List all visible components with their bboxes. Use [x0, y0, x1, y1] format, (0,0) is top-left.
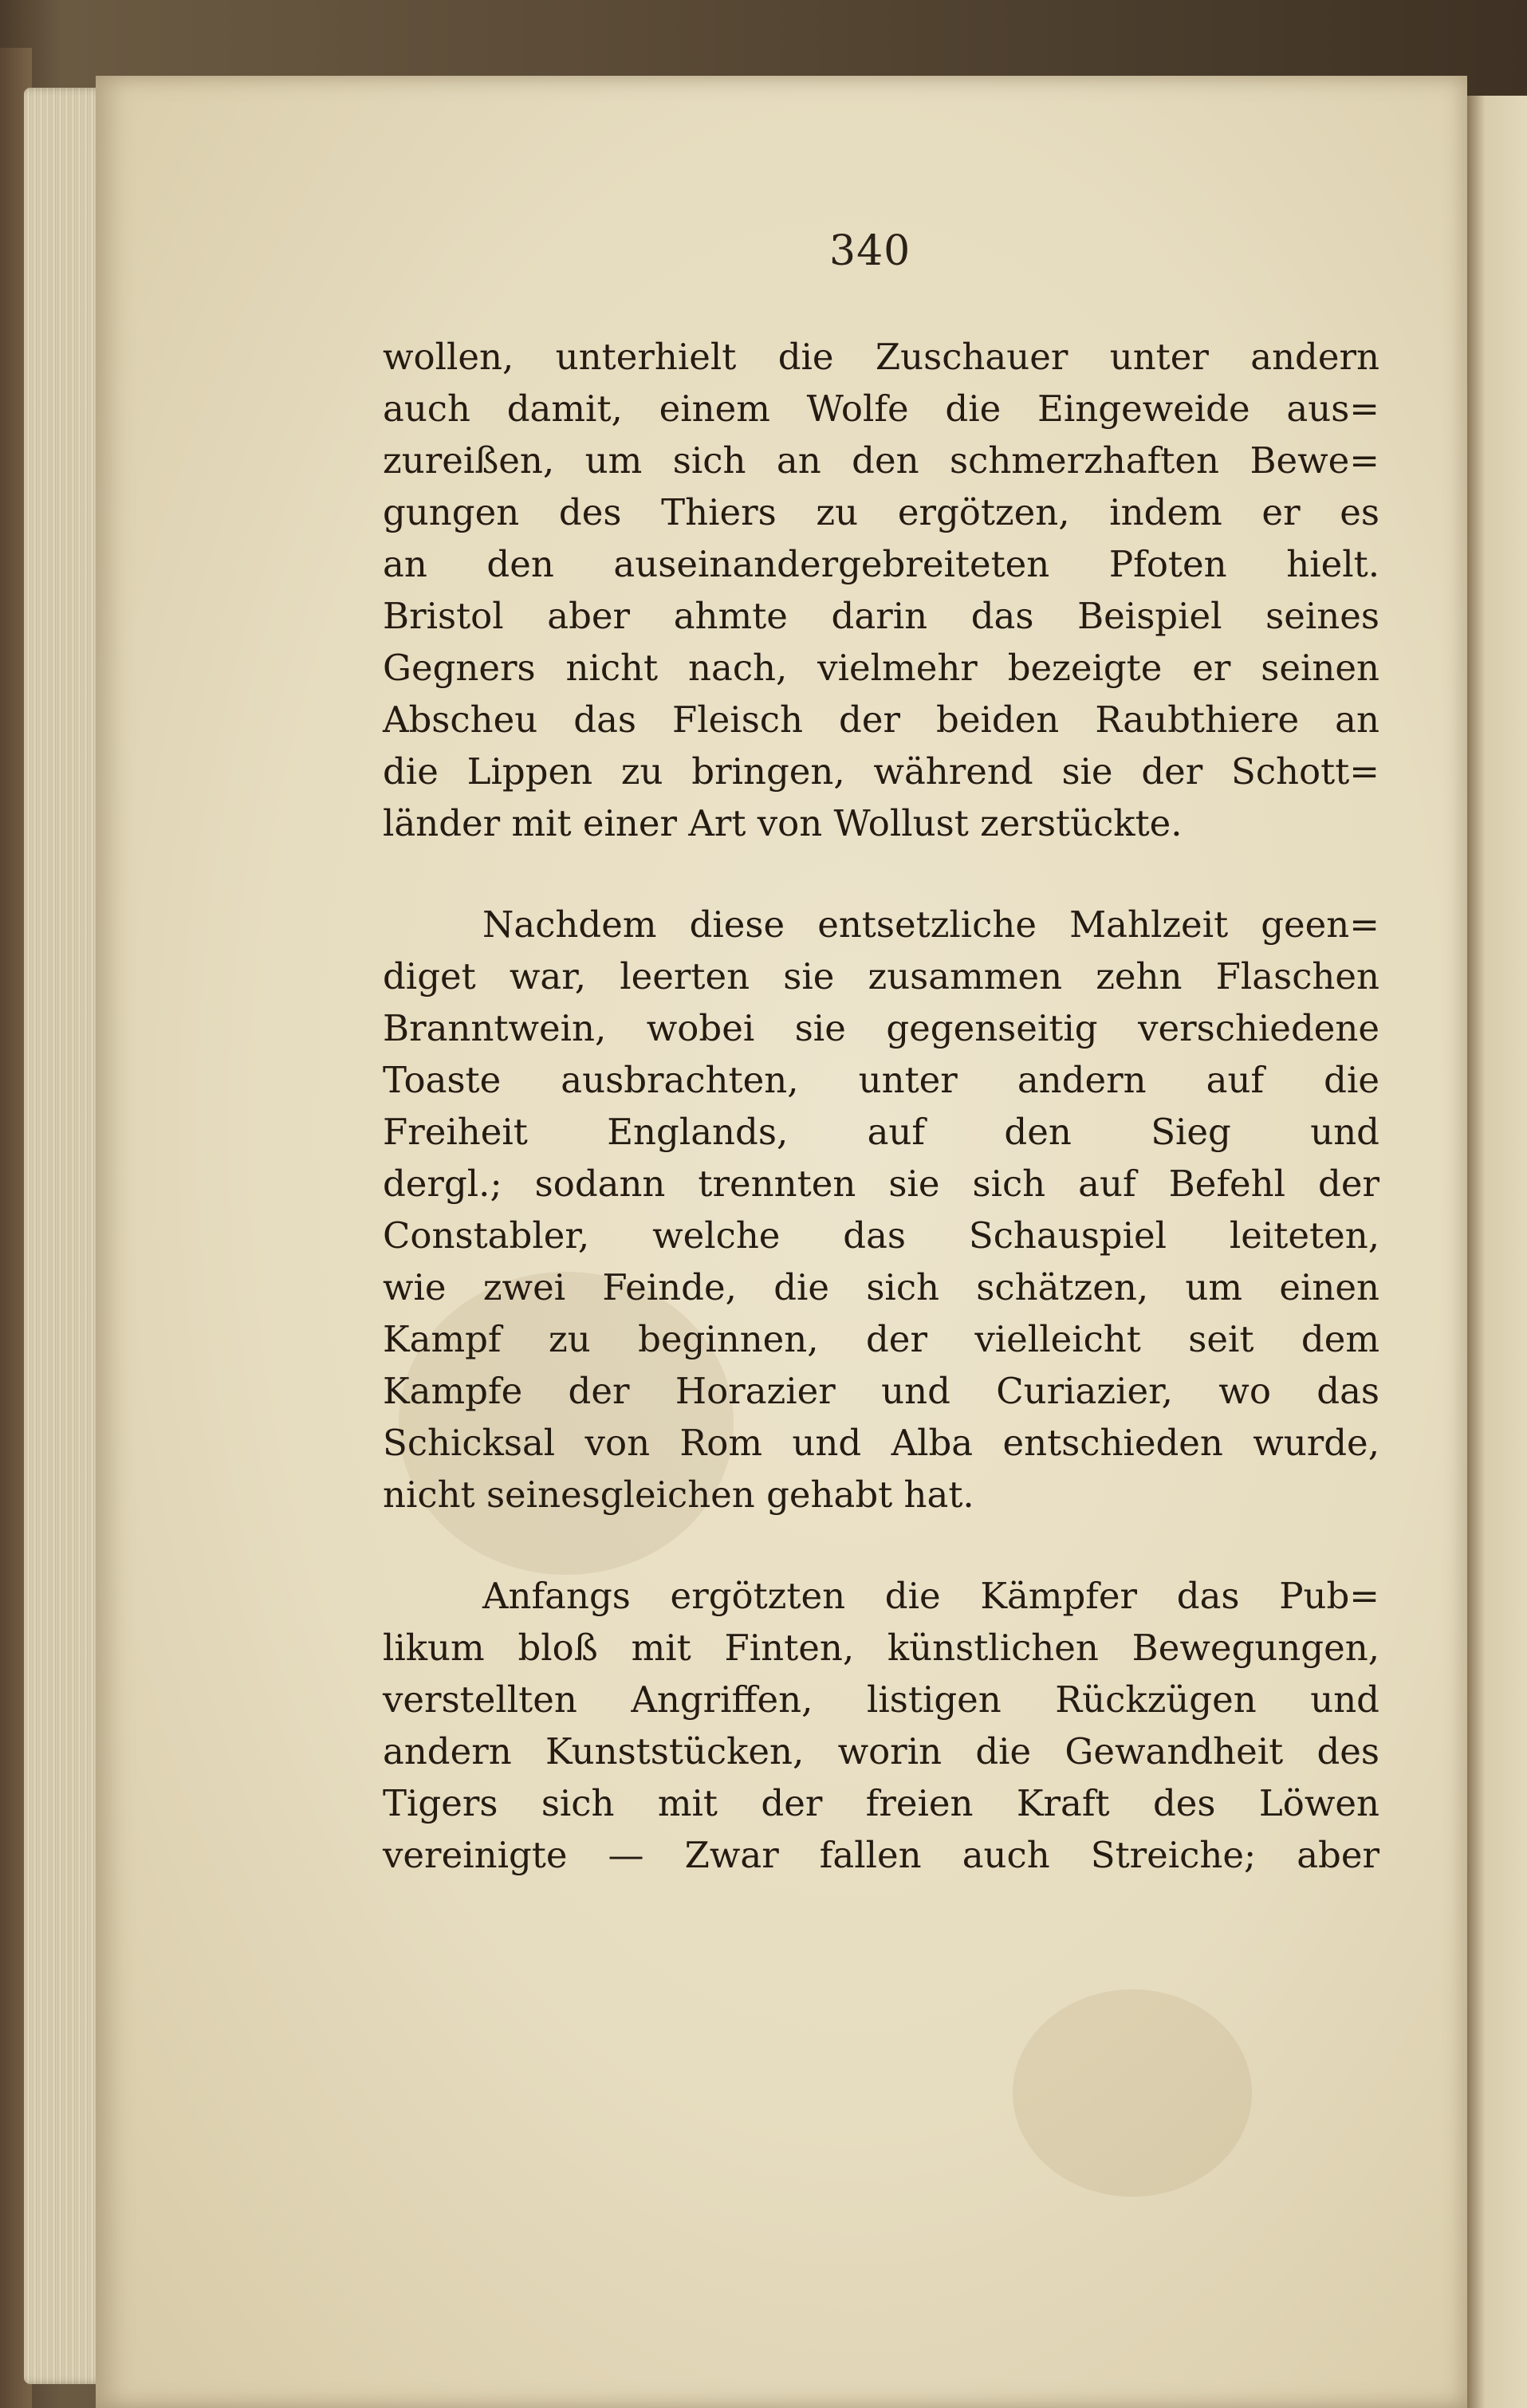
text-line: länder mit einer Art von Wollust zerstückte. — [383, 802, 1183, 844]
text-line: an den auseinandergebreiteten Pfoten hielt. — [383, 543, 1379, 585]
text-line: Gegners nicht nach, vielmehr bezeigte er seinen — [383, 647, 1379, 689]
text-line: die Lippen zu bringen, während sie der Schott= — [383, 750, 1379, 793]
paper-stain — [1013, 1989, 1252, 2197]
text-line: Tigers sich mit der freien Kraft des Löwen — [383, 1782, 1379, 1824]
paragraph — [383, 1570, 1379, 1881]
text-line: Kampfe der Horazier und Curiazier, wo das — [383, 1370, 1379, 1412]
paragraph — [383, 899, 1379, 1521]
text-line: Bristol aber ahmte darin das Beispiel seines — [383, 595, 1379, 637]
text-line: nicht seinesgleichen gehabt hat. — [383, 1474, 974, 1516]
text-line: auch damit, einem Wolfe die Eingeweide aus= — [383, 388, 1379, 430]
text-line: zureißen, um sich an den schmerzhaften Bewe= — [383, 439, 1379, 482]
text-line: Kampf zu beginnen, der vielleicht seit dem — [383, 1318, 1379, 1360]
text-line: Schicksal von Rom und Alba entschieden wurde, — [383, 1422, 1379, 1464]
text-line: Anfangs ergötzten die Kämpfer das Pub= — [482, 1575, 1379, 1617]
body-text — [383, 331, 1379, 1881]
facing-page-edge — [1467, 96, 1527, 2408]
text-line: Branntwein, wobei sie gegenseitig verschiedene — [383, 1007, 1379, 1049]
text-line: Abscheu das Fleisch der beiden Raubthiere an — [383, 698, 1379, 741]
text-line: andern Kunststücken, worin die Gewandheit des — [383, 1730, 1379, 1773]
text-line: wollen, unterhielt die Zuschauer unter andern — [383, 336, 1379, 378]
paragraph — [383, 331, 1379, 849]
page-number: 340 — [829, 227, 911, 275]
text-line: dergl.; sodann trennten sie sich auf Befehl der — [383, 1163, 1379, 1205]
text-line: diget war, leerten sie zusammen zehn Flaschen — [383, 955, 1379, 997]
text-line: Constabler, welche das Schauspiel leiteten, — [383, 1214, 1379, 1257]
text-line: verstellten Angriffen, listigen Rückzügen und — [383, 1678, 1379, 1721]
text-line: wie zwei Feinde, die sich schätzen, um einen — [383, 1266, 1379, 1308]
text-line: vereinigte — Zwar fallen auch Streiche; aber — [383, 1834, 1379, 1876]
text-line: Nachdem diese entsetzliche Mahlzeit geen= — [482, 903, 1379, 946]
text-line: Toaste ausbrachten, unter andern auf die — [383, 1059, 1379, 1101]
text-line: Freiheit Englands, auf den Sieg und — [383, 1111, 1379, 1153]
text-line: gungen des Thiers zu ergötzen, indem er es — [383, 491, 1379, 533]
text-line: likum bloß mit Finten, künstlichen Bewegungen, — [383, 1627, 1379, 1669]
